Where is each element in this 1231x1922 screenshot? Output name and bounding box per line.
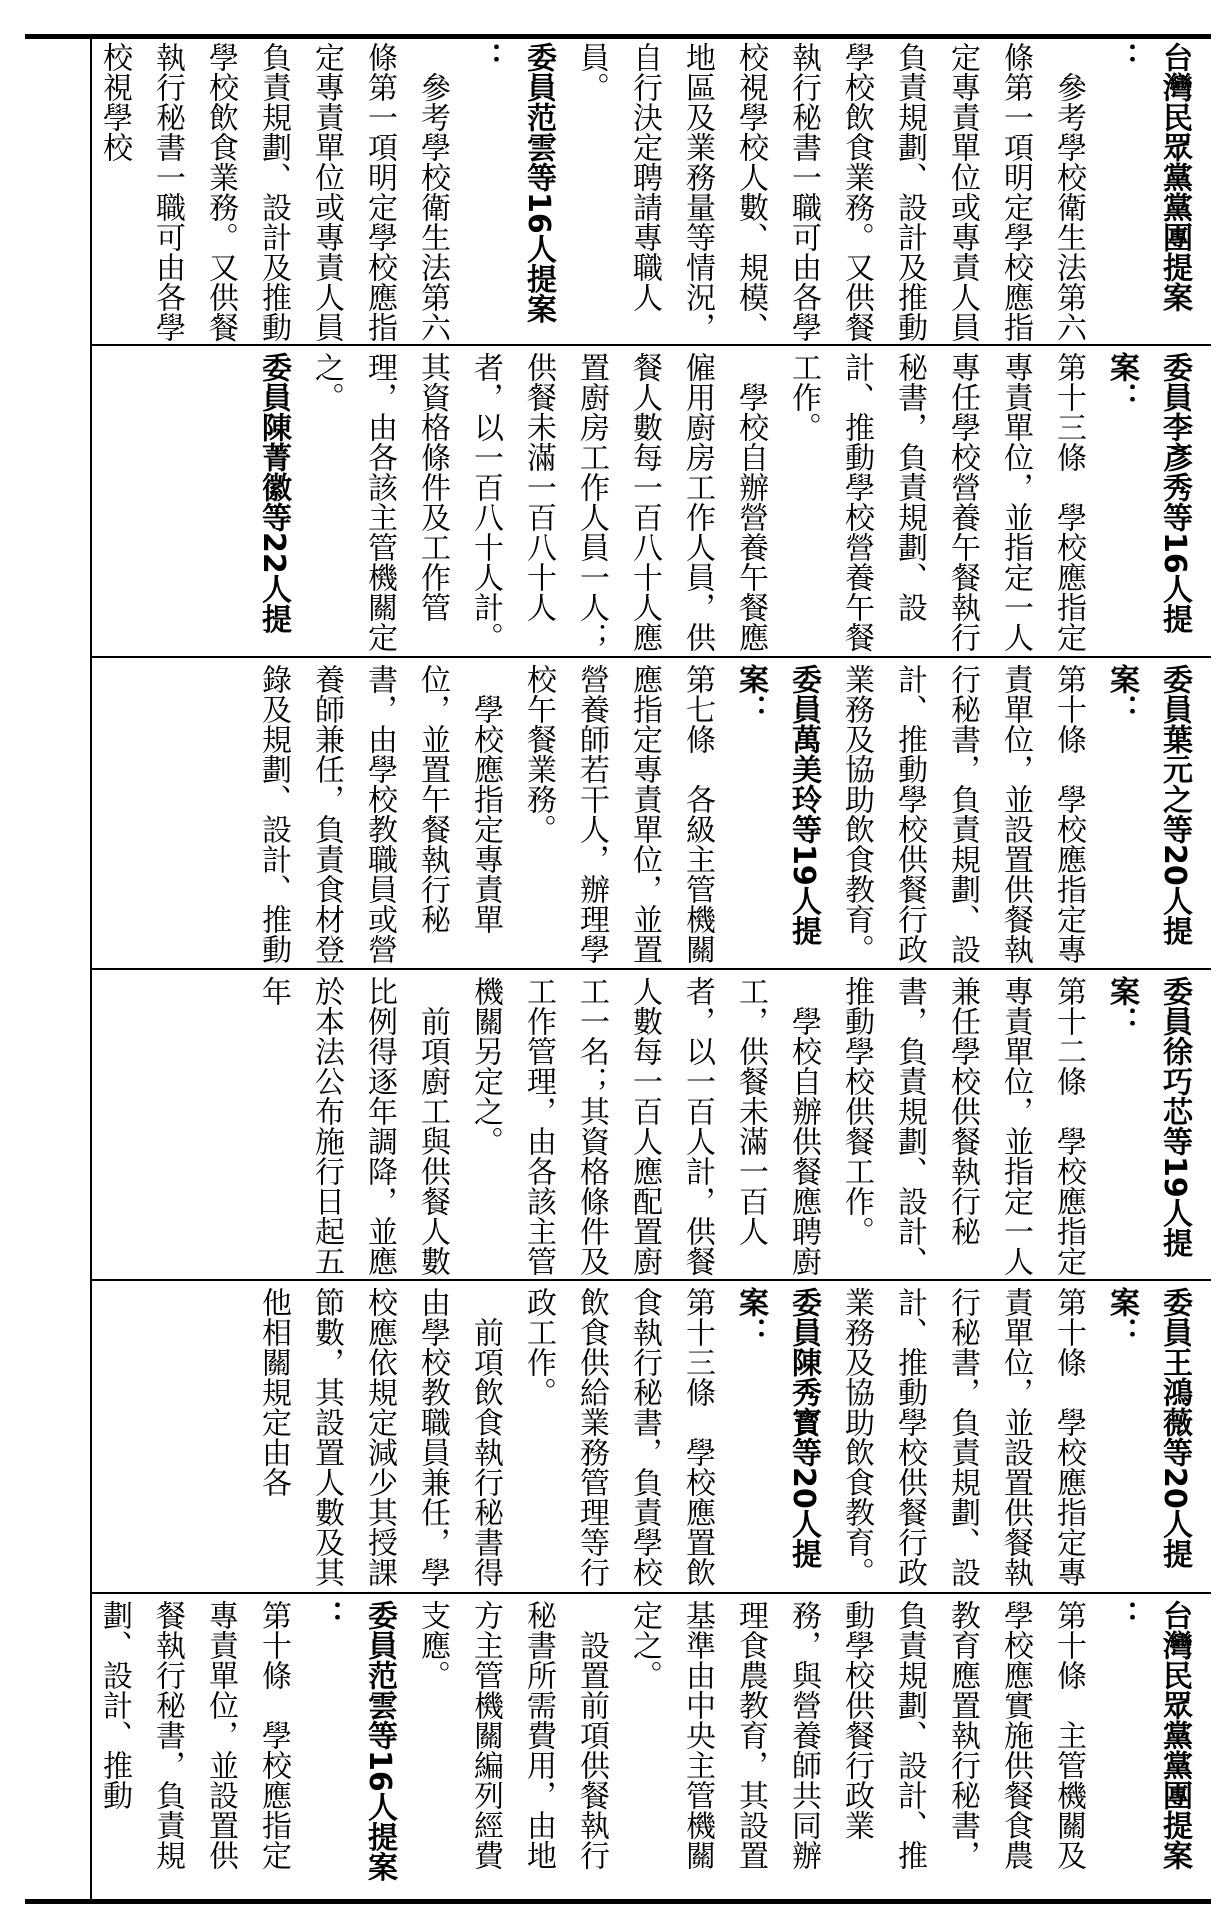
clause-text: 第十條 學校應指定專責單位，並設置供餐執行秘書，負責規劃、設計、推動 [97, 1600, 291, 1870]
bottom-rule [25, 1899, 1211, 1904]
proposal-heading: 委員范雲等16人提案 [362, 1600, 397, 1882]
clause-text: 第十條 學校應指定專責單位，並設置供餐執行秘書，負責規劃、設計、推動學校供餐行政業務及協助飲食教育。 [839, 664, 1086, 964]
clause-text: 第十條 學校應指定專責單位，並設置供餐執行秘書，負責規劃、設計、推動學校供餐行政業務及協助飲食教育。 [839, 1287, 1086, 1587]
proposal-heading: 委員葉元之等20人提案： [1104, 664, 1192, 946]
proposal-heading: 委員徐巧芯等19人提案： [1104, 976, 1192, 1258]
clause-text: 第十三條 學校應置飲食執行秘書，負責學校飲食供給業務管理等行政工作。 [521, 1287, 715, 1587]
table-row [96, 664, 1201, 966]
proposal-heading: 委員陳秀寳等20人提案： [733, 1287, 821, 1569]
clause-text: 第十三條 學校應指定專責單位，並指定一人專任學校營養午餐執行秘書，負責規劃、設計、推動學校營養午餐工作。 [786, 352, 1086, 652]
table-row [96, 1600, 1201, 1898]
proposal-heading: 委員王鴻薇等20人提案： [1104, 1287, 1192, 1569]
proposal-heading: ： [468, 42, 503, 72]
clause-text: 第七條 各級主管機關應指定專責單位，並置營養師若干人，辦理學校午餐業務。 [521, 664, 715, 964]
proposal-heading: 委員萬美玲等19人提案： [733, 664, 821, 946]
proposal-heading: 台灣民眾黨黨團提案 [1157, 1600, 1192, 1870]
clause-text: 第十二條 學校應指定專責單位，並指定一人兼任學校供餐執行秘書，負責規劃、設計、推動學校供餐工作。 [839, 976, 1086, 1276]
row-divider [90, 1279, 1211, 1281]
clause-text: 學校自辦營養午餐應僱用廚房工作人員，供餐人數每一百八十人應置廚房工作人員一人；供餐未滿一百八十人者，以一百八十人計。其資格條件及工作管理，由各該主管機關定之。 [309, 352, 768, 652]
clause-text: 參考學校衛生法第六條第一項明定學校應指定專責單位或專責人員負責規劃、設計及推動學校飲食業務。又供餐執行秘書一職可由各學校視學校人數、規模、地區及業務量等情況，自行決定聘請專職人員。 [574, 42, 1086, 342]
clause-text: 學校自辦供餐應聘廚工，供餐未滿一百人者，以一百人計，供餐人數每一百人應配置廚工一名；其資格條件及工作管理，由各該主管機關另定之。 [468, 976, 821, 1276]
clause-text: 設置前項供餐執行秘書所需費用，由地方主管機關編列經費支應。 [415, 1600, 609, 1870]
proposal-heading: ： [1104, 42, 1139, 72]
proposal-heading: 委員陳菁徽等22人提 [256, 352, 291, 634]
row-divider [90, 344, 1211, 346]
proposal-heading: 委員李彥秀等16人提案： [1104, 352, 1192, 634]
table-row [96, 1287, 1201, 1589]
clause-text: 前項廚工與供餐人數比例得逐年調降，並應於本法公布施行日起五年 [256, 976, 450, 1276]
clause-text: 第十條 主管機關及學校應實施供餐食農教育應置執行秘書，負責規劃、設計、推動學校供餐行政業務，與營養師共同辦理食農教育，其設置基準由中央主管機關定之。 [627, 1600, 1086, 1870]
proposal-heading: ： [309, 1600, 344, 1630]
clause-text: 前項飲食執行秘書得由學校教職員兼任，學校應依規定減少其授課節數，其設置人數及其他相關規定由各 [256, 1287, 503, 1587]
row-divider [90, 968, 1211, 970]
proposal-heading: ： [1104, 1600, 1139, 1630]
row-divider [90, 1592, 1211, 1594]
row-divider [90, 656, 1211, 658]
top-rule [25, 34, 1211, 39]
clause-text: 參考學校衛生法第六條第一項明定學校應指定專責單位或專責人員負責規劃、設計及推動學校飲食業務。又供餐執行秘書一職可由各學校視學校 [97, 42, 450, 342]
table-row [96, 976, 1201, 1276]
proposal-heading: 委員范雲等16人提案 [521, 42, 556, 324]
table-row [96, 42, 1201, 342]
clause-text: 學校應指定專責單位，並置午餐執行秘書，由學校教職員或營養師兼任，負責食材登錄及規劃、設計、推動 [256, 664, 503, 964]
table-row [96, 352, 1201, 654]
proposal-heading: 台灣民眾黨黨團提案 [1157, 42, 1192, 312]
